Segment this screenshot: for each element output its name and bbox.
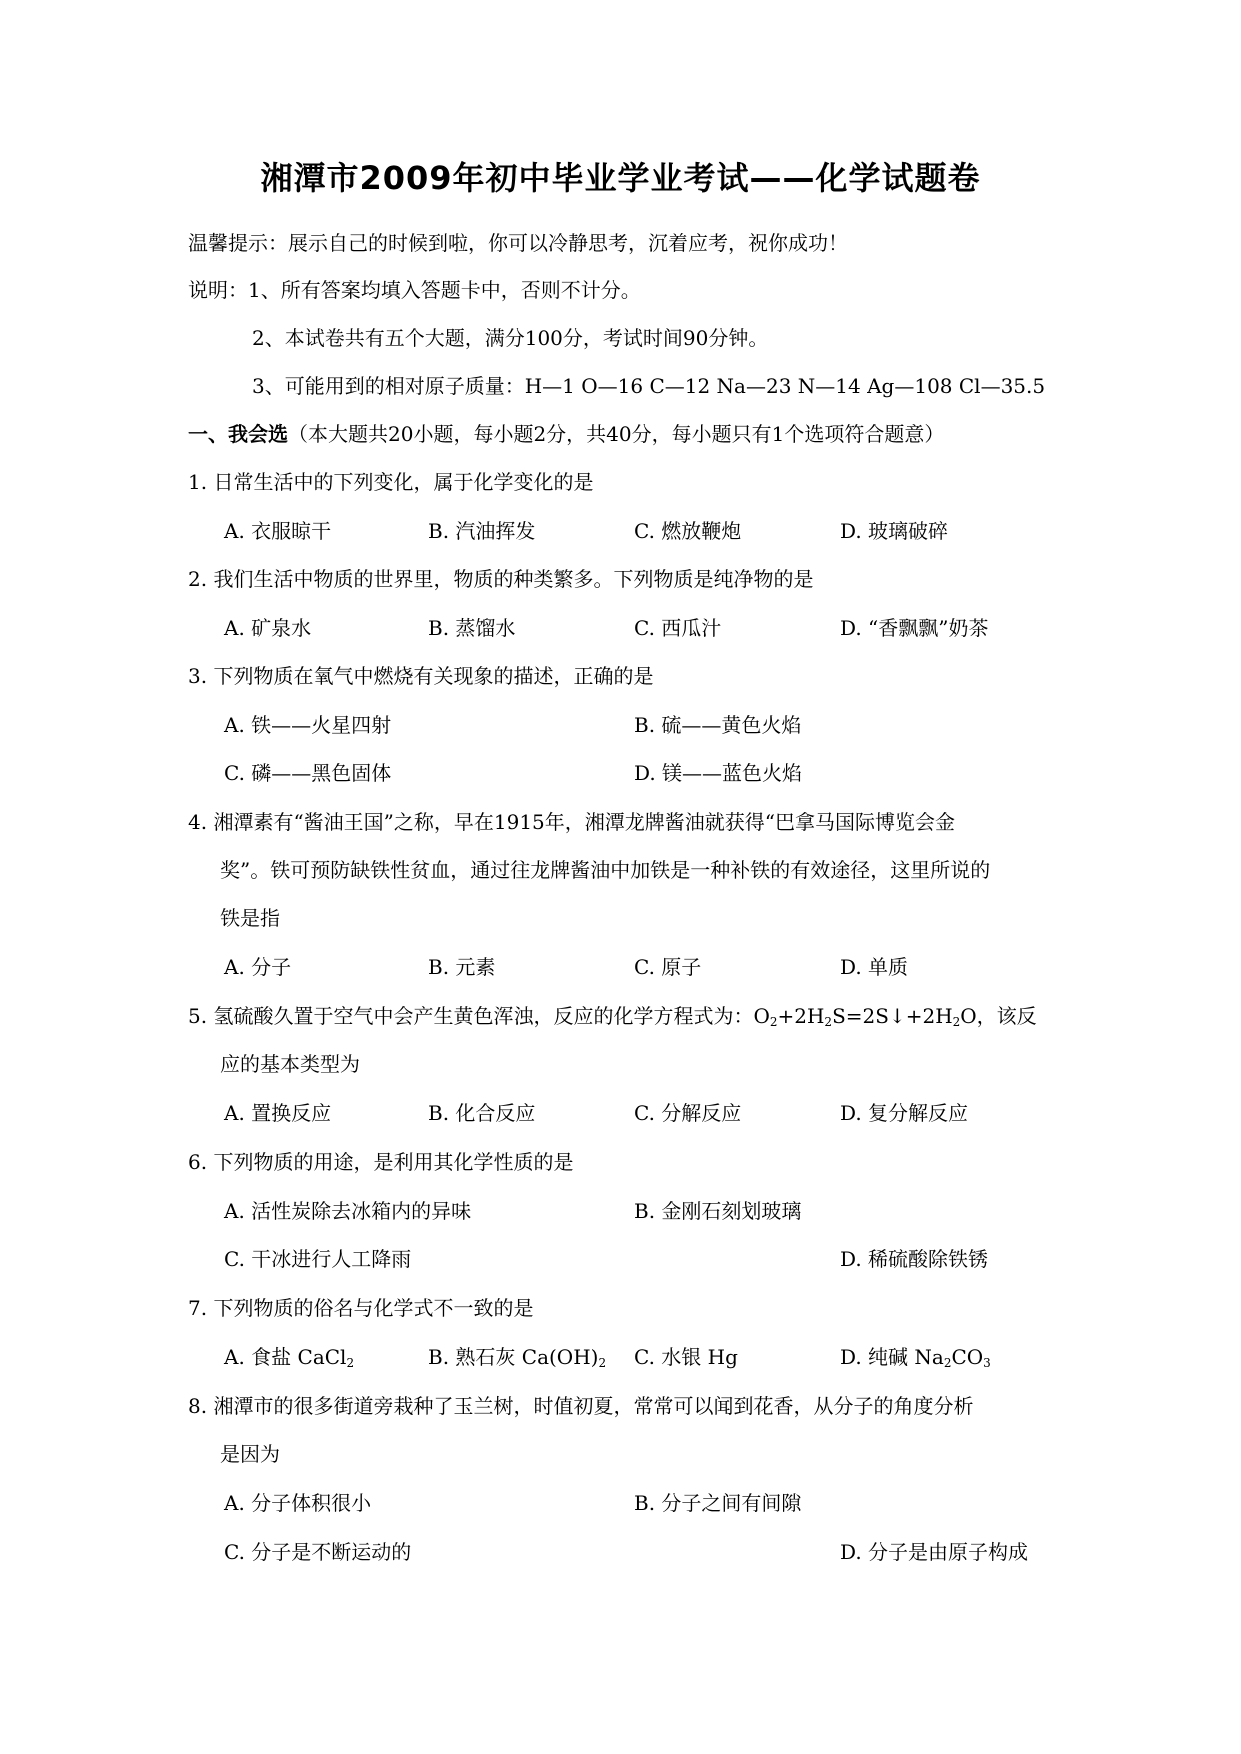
question-5-stem-line-1 <box>188 1002 1037 1030</box>
section-description: （本大题共20小题，每小题2分，共40分，每小题只有1个选项符合题意） <box>288 422 945 446</box>
q1-option-c: C. 燃放鞭炮 <box>634 519 742 543</box>
q8-option-b: B. 分子之间有间隙 <box>634 1491 802 1515</box>
subscript: 3 <box>983 1356 991 1370</box>
q4-option-b: B. 元素 <box>428 955 496 979</box>
q6-option-b: B. 金刚石刻划玻璃 <box>634 1199 802 1223</box>
subscript: 2 <box>943 1356 952 1370</box>
subscript: 2 <box>346 1356 355 1370</box>
tip-text: 温馨提示：展示自己的时候到啦，你可以冷静思考，沉着应考，祝你成功！ <box>188 231 848 255</box>
q5-equation-part: S=2S↓+2H <box>832 1004 953 1028</box>
subscript: 2 <box>824 1015 833 1029</box>
q1-option-d: D. 玻璃破碎 <box>840 519 949 543</box>
q8-option-d: D. 分子是由原子构成 <box>840 1540 1029 1564</box>
q8-option-a: A. 分子体积很小 <box>224 1491 372 1515</box>
page-title: 湘潭市2009年初中毕业学业考试——化学试题卷 <box>260 159 981 197</box>
q7-option-a <box>224 1343 354 1371</box>
q3-option-a: A. 铁——火星四射 <box>224 713 392 737</box>
note-3: 3、可能用到的相对原子质量：H—1 O—16 C—12 Na—23 N—14 Ag—108 Cl—35.5 <box>252 374 1046 398</box>
q5-text: 5. 氢硫酸久置于空气中会产生黄色浑浊，反应的化学方程式为：O <box>188 1004 770 1028</box>
question-4-stem-line-1: 4. 湘潭素有“酱油王国”之称，早在1915年，湘潭龙牌酱油就获得“巴拿马国际博览会金 <box>188 810 956 834</box>
q7-option-d-text: CO <box>951 1345 984 1369</box>
q5-option-b: B. 化合反应 <box>428 1101 536 1125</box>
question-6-stem: 6. 下列物质的用途，是利用其化学性质的是 <box>188 1150 574 1174</box>
note-1: 说明：1、所有答案均填入答题卡中，否则不计分。 <box>188 278 641 302</box>
question-7-stem: 7. 下列物质的俗名与化学式不一致的是 <box>188 1296 534 1320</box>
q7-option-d <box>840 1343 991 1371</box>
question-8-stem-line-2: 是因为 <box>220 1442 280 1466</box>
q6-option-c: C. 干冰进行人工降雨 <box>224 1247 412 1271</box>
q5-option-d: D. 复分解反应 <box>840 1101 969 1125</box>
q1-option-b: B. 汽油挥发 <box>428 519 536 543</box>
q4-option-c: C. 原子 <box>634 955 702 979</box>
q6-option-a: A. 活性炭除去冰箱内的异味 <box>224 1199 472 1223</box>
q5-option-c: C. 分解反应 <box>634 1101 742 1125</box>
question-8-stem-line-1: 8. 湘潭市的很多街道旁栽种了玉兰树，时值初夏，常常可以闻到花香，从分子的角度分析 <box>188 1394 974 1418</box>
q2-option-b: B. 蒸馏水 <box>428 616 516 640</box>
q2-option-a: A. 矿泉水 <box>224 616 312 640</box>
q7-option-a-text: A. 食盐 CaCl <box>224 1345 347 1369</box>
subscript: 2 <box>952 1015 961 1029</box>
q3-option-b: B. 硫——黄色火焰 <box>634 713 802 737</box>
q1-option-a: A. 衣服晾干 <box>224 519 332 543</box>
subscript: 2 <box>769 1015 778 1029</box>
q5-equation-part: +2H <box>777 1004 825 1028</box>
question-5-stem-line-2: 应的基本类型为 <box>220 1052 360 1076</box>
q7-option-b-text: B. 熟石灰 Ca(OH) <box>428 1345 599 1369</box>
q6-option-d: D. 稀硫酸除铁锈 <box>840 1247 989 1271</box>
question-4-stem-line-3: 铁是指 <box>220 906 280 930</box>
question-4-stem-line-2: 奖”。铁可预防缺铁性贫血，通过往龙牌酱油中加铁是一种补铁的有效途径，这里所说的 <box>220 858 991 882</box>
question-1-stem: 1. 日常生活中的下列变化，属于化学变化的是 <box>188 470 594 494</box>
question-3-stem: 3. 下列物质在氧气中燃烧有关现象的描述，正确的是 <box>188 664 654 688</box>
q5-equation-part: O，该反 <box>960 1004 1037 1028</box>
q4-option-a: A. 分子 <box>224 955 292 979</box>
q3-option-c: C. 磷——黑色固体 <box>224 761 392 785</box>
q4-option-d: D. 单质 <box>840 955 909 979</box>
q7-option-c: C. 水银 Hg <box>634 1345 738 1369</box>
q2-option-d: D. “香飘飘”奶茶 <box>840 616 989 640</box>
q7-option-b <box>428 1343 606 1371</box>
question-2-stem: 2. 我们生活中物质的世界里，物质的种类繁多。下列物质是纯净物的是 <box>188 567 814 591</box>
note-2: 2、本试卷共有五个大题，满分100分，考试时间90分钟。 <box>252 326 769 350</box>
q5-option-a: A. 置换反应 <box>224 1101 332 1125</box>
subscript: 2 <box>598 1356 607 1370</box>
section-heading: 一、我会选 <box>188 422 288 446</box>
q2-option-c: C. 西瓜汁 <box>634 616 722 640</box>
q8-option-c: C. 分子是不断运动的 <box>224 1540 412 1564</box>
q7-option-d-text: D. 纯碱 Na <box>840 1345 944 1369</box>
q3-option-d: D. 镁——蓝色火焰 <box>634 761 803 785</box>
section-1-header <box>188 420 944 448</box>
